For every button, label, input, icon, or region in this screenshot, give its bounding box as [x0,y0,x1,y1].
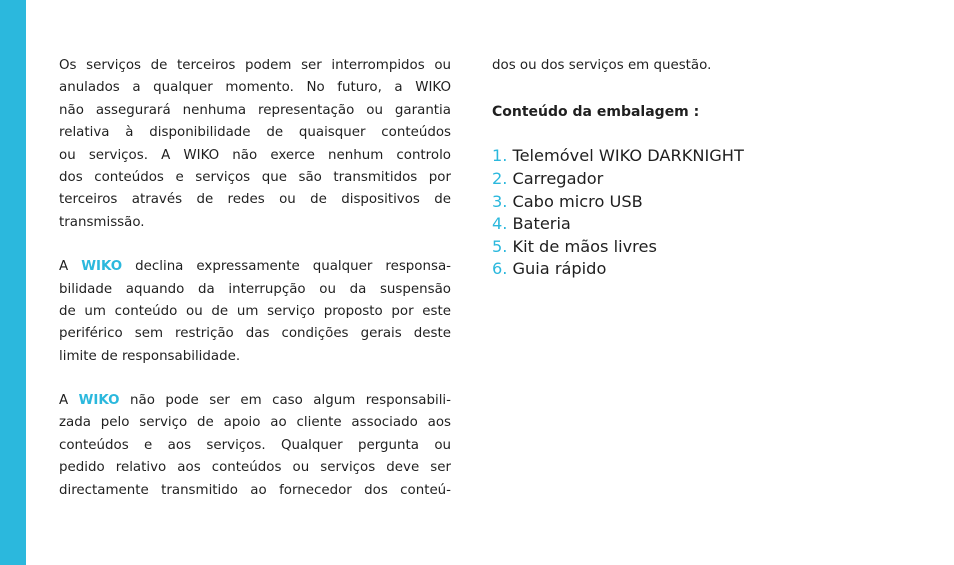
paragraph-third-party-services [59,55,451,234]
text-line: ou serviços. A WIKO não exerce nenhum controlo [59,147,451,163]
item-label: Bateria [512,214,571,234]
package-contents-list [492,145,912,281]
paragraph-continuation [492,55,912,77]
left-column [59,55,451,524]
text-line: anulados a qualquer momento. No futuro, a WIKO [59,80,451,96]
text-line: Os serviços de terceiros podem ser interrompidos ou [59,58,451,73]
list-item [492,191,912,214]
paragraph-support-responsibility [59,390,451,502]
text-line: pedido relativo aos conteúdos ou serviços deve ser [59,460,451,476]
list-item [492,236,912,259]
text-line [59,256,451,278]
text-line [59,390,451,412]
text-line: directamente transmitido ao fornecedor dos conteú- [59,482,451,498]
text-line: de um conteúdo ou de um serviço proposto por este [59,303,451,319]
item-label: Telemóvel WIKO DARKNIGHT [512,146,744,166]
list-item [492,258,912,281]
item-label: Kit de mãos livres [512,236,657,256]
text-line: periférico sem restrição das condições gerais deste [59,326,451,342]
package-contents-heading: Conteúdo da embalagem : [492,104,700,121]
text-line: limite de responsabilidade. [59,348,241,364]
text-fragment: declina expressamente qualquer responsa- [135,259,452,275]
text-line: terceiros através de redes ou de dispositivos de [59,192,451,208]
text-line: conteúdos e aos serviços. Qualquer pergunta ou [59,437,451,453]
paragraph-liability-disclaimer [59,256,451,368]
list-item [492,213,912,236]
text-line: dos conteúdos e serviços que são transmitidos por [59,169,451,185]
item-number: 5. [492,236,508,256]
right-column [492,55,912,281]
list-item [492,145,912,168]
text-line: zada pelo serviço de apoio ao cliente associado aos [59,415,451,431]
text-fragment: não pode ser em caso algum responsabili- [130,393,451,409]
item-label: Carregador [512,168,604,188]
brand-name-wiko: WIKO [81,259,123,275]
text-line: transmissão. [59,214,145,230]
item-number: 1. [492,146,508,166]
accent-side-bar [0,0,26,565]
list-item [492,168,912,191]
prefix-text: A [59,393,69,409]
item-label: Guia rápido [512,259,607,279]
brand-name-wiko: WIKO [78,393,120,409]
item-label: Cabo micro USB [512,191,643,211]
item-number: 2. [492,168,508,188]
item-number: 4. [492,214,508,234]
text-line: bilidade aquando da interrupção ou da suspensão [59,281,451,297]
item-number: 3. [492,191,508,211]
text-line: relativa à disponibilidade de quaisquer conteúdos [59,125,451,141]
text-line: não assegurará nenhuma representação ou garantia [59,102,451,118]
prefix-text: A [59,259,69,275]
item-number: 6. [492,259,508,279]
text-line: dos ou dos serviços em questão. [492,58,712,73]
